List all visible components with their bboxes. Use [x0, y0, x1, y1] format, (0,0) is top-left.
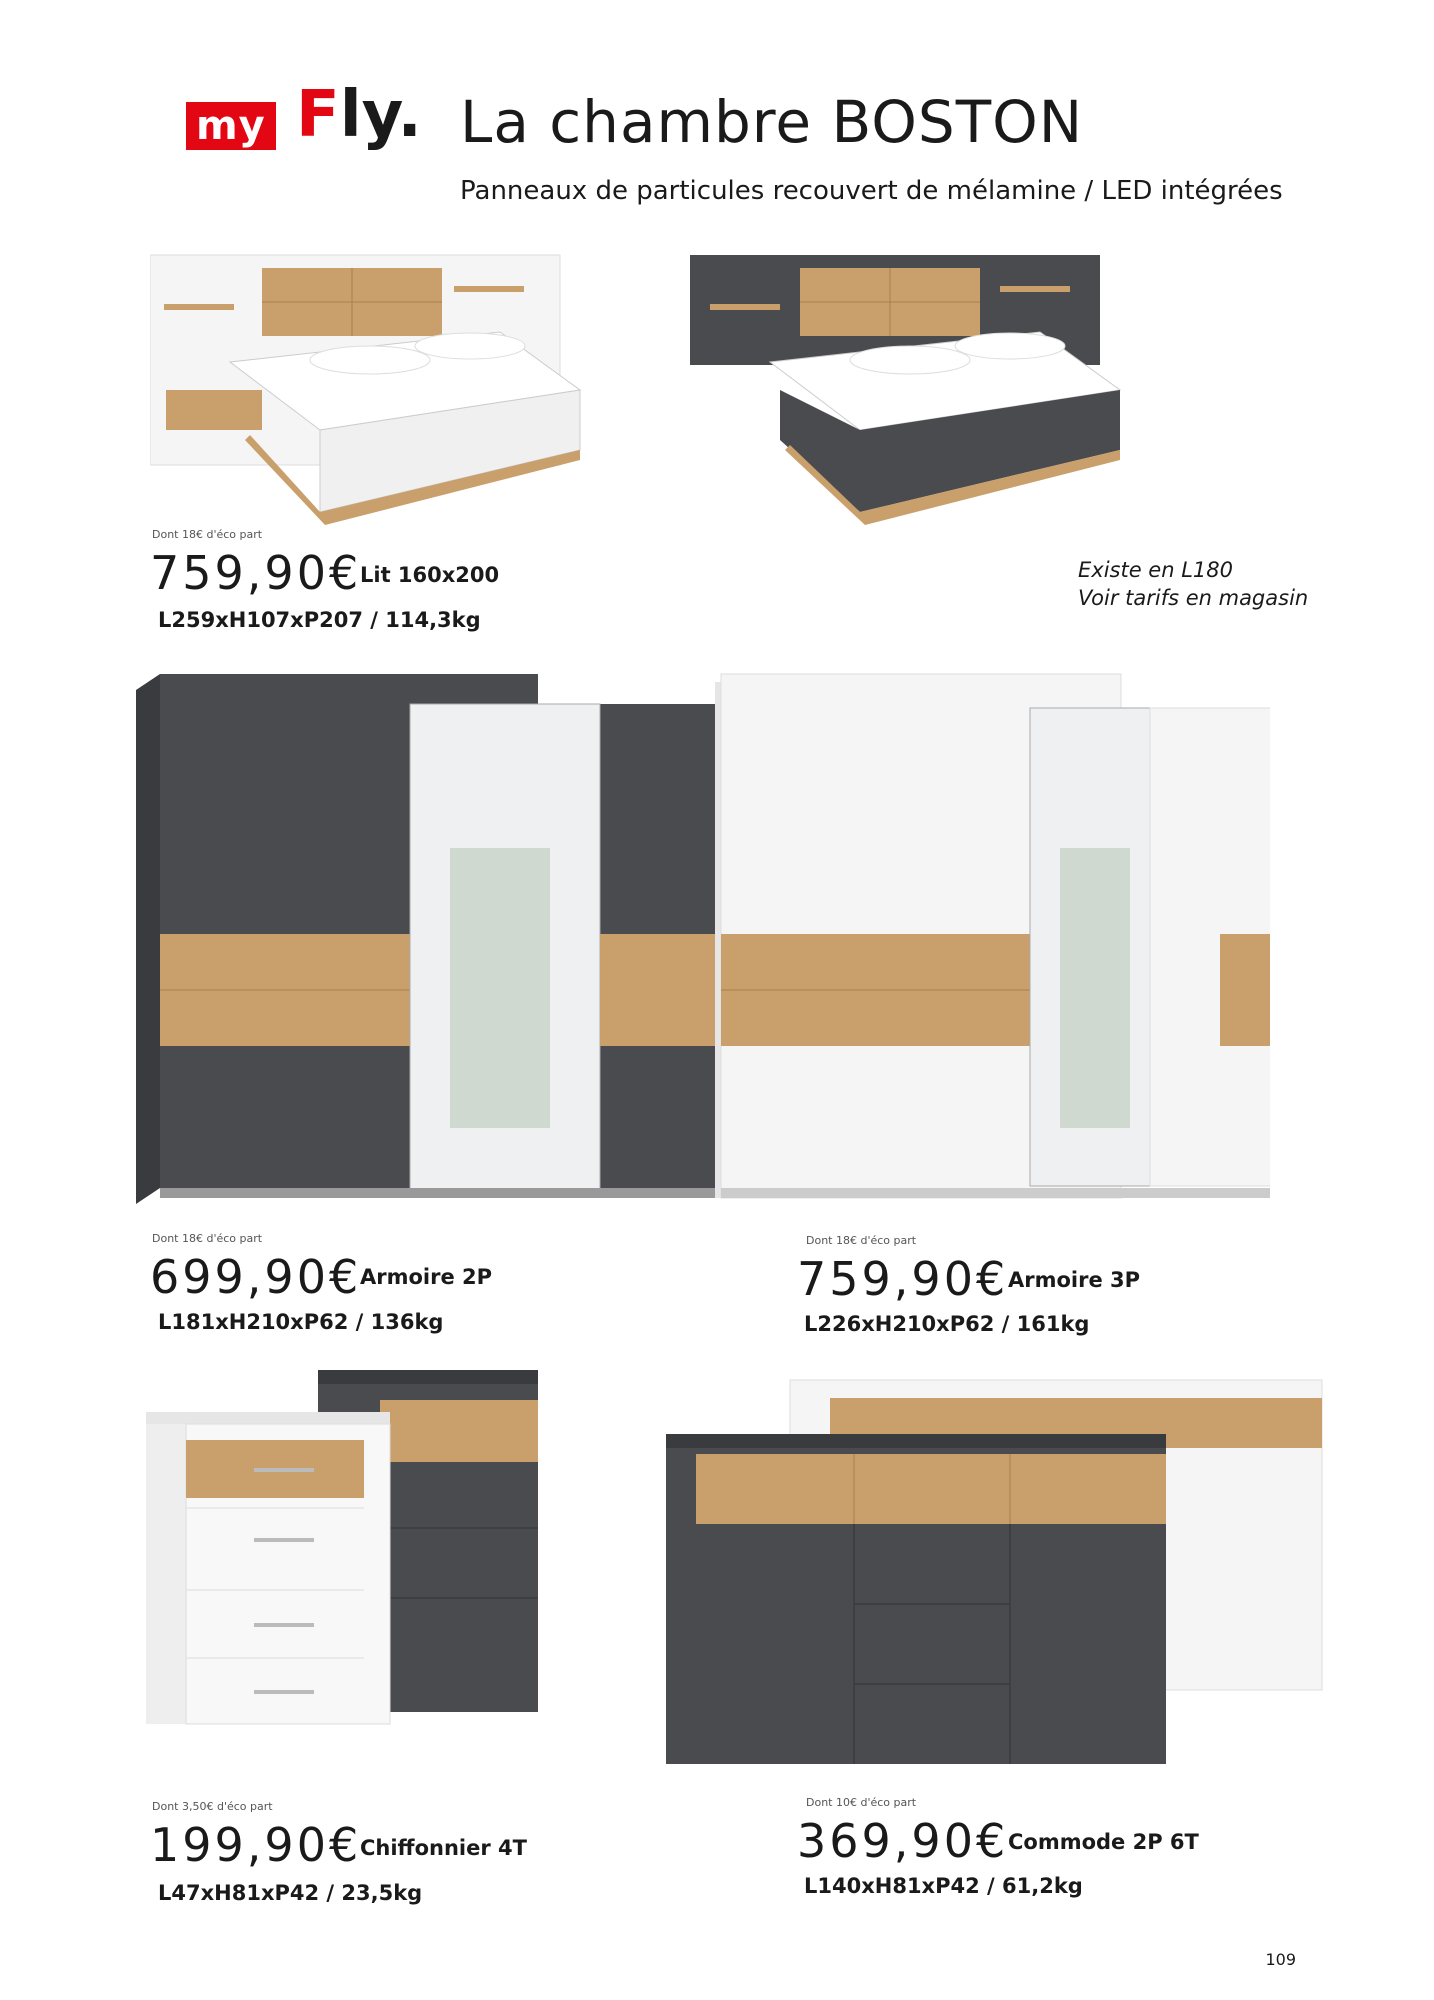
bed-eco-part: Dont 18€ d'éco part — [152, 528, 263, 541]
bed-white-image — [150, 255, 580, 525]
commode-price: 369,90€ — [797, 1814, 1009, 1868]
wardrobe3-name: Armoire 3P — [1008, 1268, 1141, 1292]
wardrobe-images — [130, 668, 1270, 1208]
logo-my: my — [186, 102, 276, 150]
bed-anthracite-image — [690, 255, 1120, 525]
chest-dimensions: L47xH81xP42 / 23,5kg — [158, 1881, 423, 1905]
chest-eco-part: Dont 3,50€ d'éco part — [152, 1800, 273, 1813]
wardrobe3-dimensions: L226xH210xP62 / 161kg — [804, 1312, 1090, 1336]
chest-commode-images — [140, 1368, 1330, 1768]
bed-price: 759,90€ — [150, 546, 362, 600]
bed-name: Lit 160x200 — [360, 563, 500, 587]
page-title: La chambre BOSTON — [460, 88, 1084, 156]
bed-note-store: Voir tarifs en magasin — [1078, 586, 1309, 610]
wardrobe2-name: Armoire 2P — [360, 1265, 493, 1289]
wardrobe-2p-image — [136, 674, 730, 1204]
chest-name: Chiffonnier 4T — [360, 1836, 527, 1860]
wardrobe3-price: 759,90€ — [797, 1252, 1009, 1306]
bed-images — [150, 250, 1290, 540]
chiffonnier-image — [146, 1370, 538, 1724]
wardrobe2-price: 699,90€ — [150, 1250, 362, 1304]
wardrobe-3p-image — [715, 674, 1270, 1198]
bed-note-size: Existe en L180 — [1078, 558, 1233, 582]
wardrobe2-eco-part: Dont 18€ d'éco part — [152, 1232, 263, 1245]
commode-eco-part: Dont 10€ d'éco part — [806, 1796, 917, 1809]
chest-price: 199,90€ — [150, 1818, 362, 1872]
wardrobe2-dimensions: L181xH210xP62 / 136kg — [158, 1310, 444, 1334]
wardrobe3-eco-part: Dont 18€ d'éco part — [806, 1234, 917, 1247]
bed-dimensions: L259xH107xP207 / 114,3kg — [158, 608, 481, 632]
commode-image — [666, 1380, 1322, 1764]
myfly-logo — [186, 60, 422, 170]
commode-dimensions: L140xH81xP42 / 61,2kg — [804, 1874, 1083, 1898]
page-number: 109 — [1265, 1950, 1296, 1969]
logo-fly: Fly. — [296, 78, 422, 152]
page-subtitle: Panneaux de particules recouvert de mélamine / LED intégrées — [460, 176, 1283, 206]
commode-name: Commode 2P 6T — [1008, 1830, 1199, 1854]
